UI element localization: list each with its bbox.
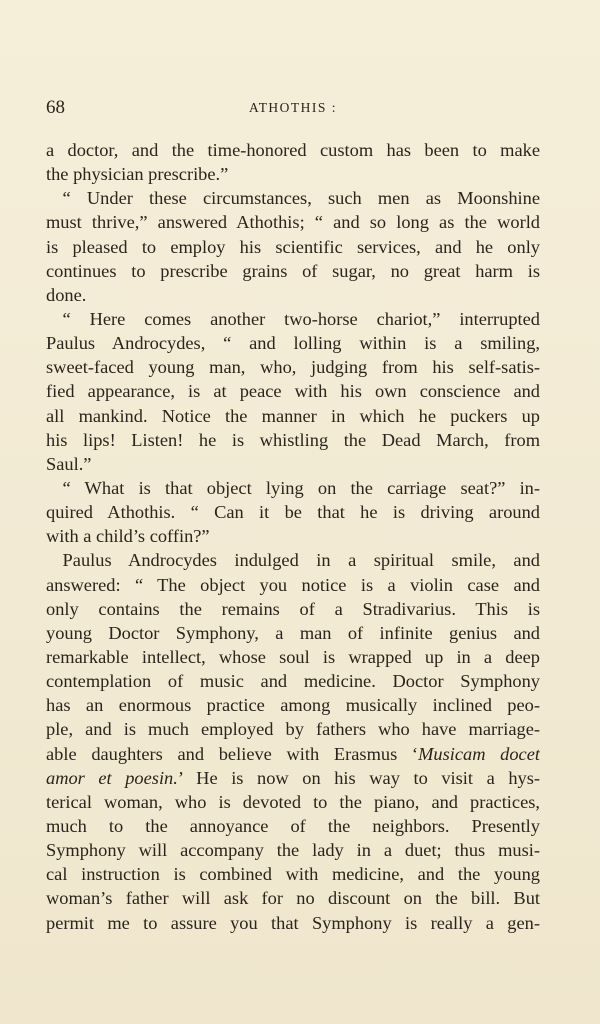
- text-line: sweet-faced young man, who, judging from his self-satis-: [46, 357, 540, 378]
- text-line: fied appearance, is at peace with his own conscience and: [46, 381, 540, 402]
- body-text: [46, 138, 540, 935]
- text-line: done.: [46, 284, 87, 305]
- text-line: Saul.”: [46, 453, 92, 474]
- text-line: must thrive,” answered Athothis; “ and so long as the world: [46, 212, 540, 233]
- text-line: continues to prescribe grains of sugar, no great harm is: [46, 260, 540, 281]
- text-line: [46, 766, 540, 790]
- page-number: 68: [46, 97, 65, 118]
- text-line: only contains the remains of a Stradivarius. This is: [46, 598, 540, 619]
- text-line: remarkable intellect, whose soul is wrapped up in a deep: [46, 646, 540, 667]
- text-line: contemplation of music and medicine. Doctor Symphony: [46, 671, 540, 692]
- text-line: permit me to assure you that Symphony is really a gen-: [46, 912, 540, 933]
- text-line: has an enormous practice among musically inclined peo-: [46, 695, 540, 716]
- text-line: terical woman, who is devoted to the piano, and practices,: [46, 791, 540, 812]
- text-line: “ Under these circumstances, such men as Moonshine: [62, 188, 540, 209]
- text-line: answered: “ The object you notice is a violin case and: [46, 574, 540, 595]
- italic-text: amor et poesin.: [46, 767, 178, 788]
- italic-text: Musicam docet: [418, 743, 540, 764]
- text-segment: ’ He is now on his way to visit a hys-: [177, 767, 540, 788]
- text-line: with a child’s coffin?”: [46, 526, 210, 547]
- text-line: Symphony will accompany the lady in a duet; thus musi-: [46, 840, 540, 861]
- text-line: is pleased to employ his scientific services, and he only: [46, 236, 540, 257]
- text-line: “ What is that object lying on the carriage seat?” in-: [62, 477, 540, 498]
- text-line: young Doctor Symphony, a man of infinite genius and: [46, 622, 540, 643]
- text-line: all mankind. Notice the manner in which he puckers up: [46, 405, 540, 426]
- text-line: much to the annoyance of the neighbors. Presently: [46, 815, 540, 836]
- running-head: ATHOTHIS :: [248, 100, 338, 115]
- text-line: Paulus Androcydes, “ and lolling within is a smiling,: [46, 333, 540, 354]
- text-line: cal instruction is combined with medicine, and the young: [46, 864, 540, 885]
- text-line: his lips! Listen! he is whistling the Dead March, from: [46, 429, 540, 450]
- text-line: ple, and is much employed by fathers who have marriage-: [46, 719, 540, 740]
- text-line: Paulus Androcydes indulged in a spiritual smile, and: [62, 550, 540, 571]
- page-header: [46, 97, 540, 121]
- text-segment: able daughters and believe with Erasmus ‘: [46, 743, 419, 764]
- text-line: a doctor, and the time-honored custom has been to make: [46, 140, 540, 160]
- text-line: quired Athothis. “ Can it be that he is driving around: [46, 502, 540, 523]
- text-line: [46, 742, 540, 766]
- text-line: “ Here comes another two-horse chariot,” interrupted: [62, 308, 540, 329]
- text-line: woman’s father will ask for no discount on the bill. But: [46, 888, 540, 909]
- text-line: the physician prescribe.”: [46, 164, 229, 185]
